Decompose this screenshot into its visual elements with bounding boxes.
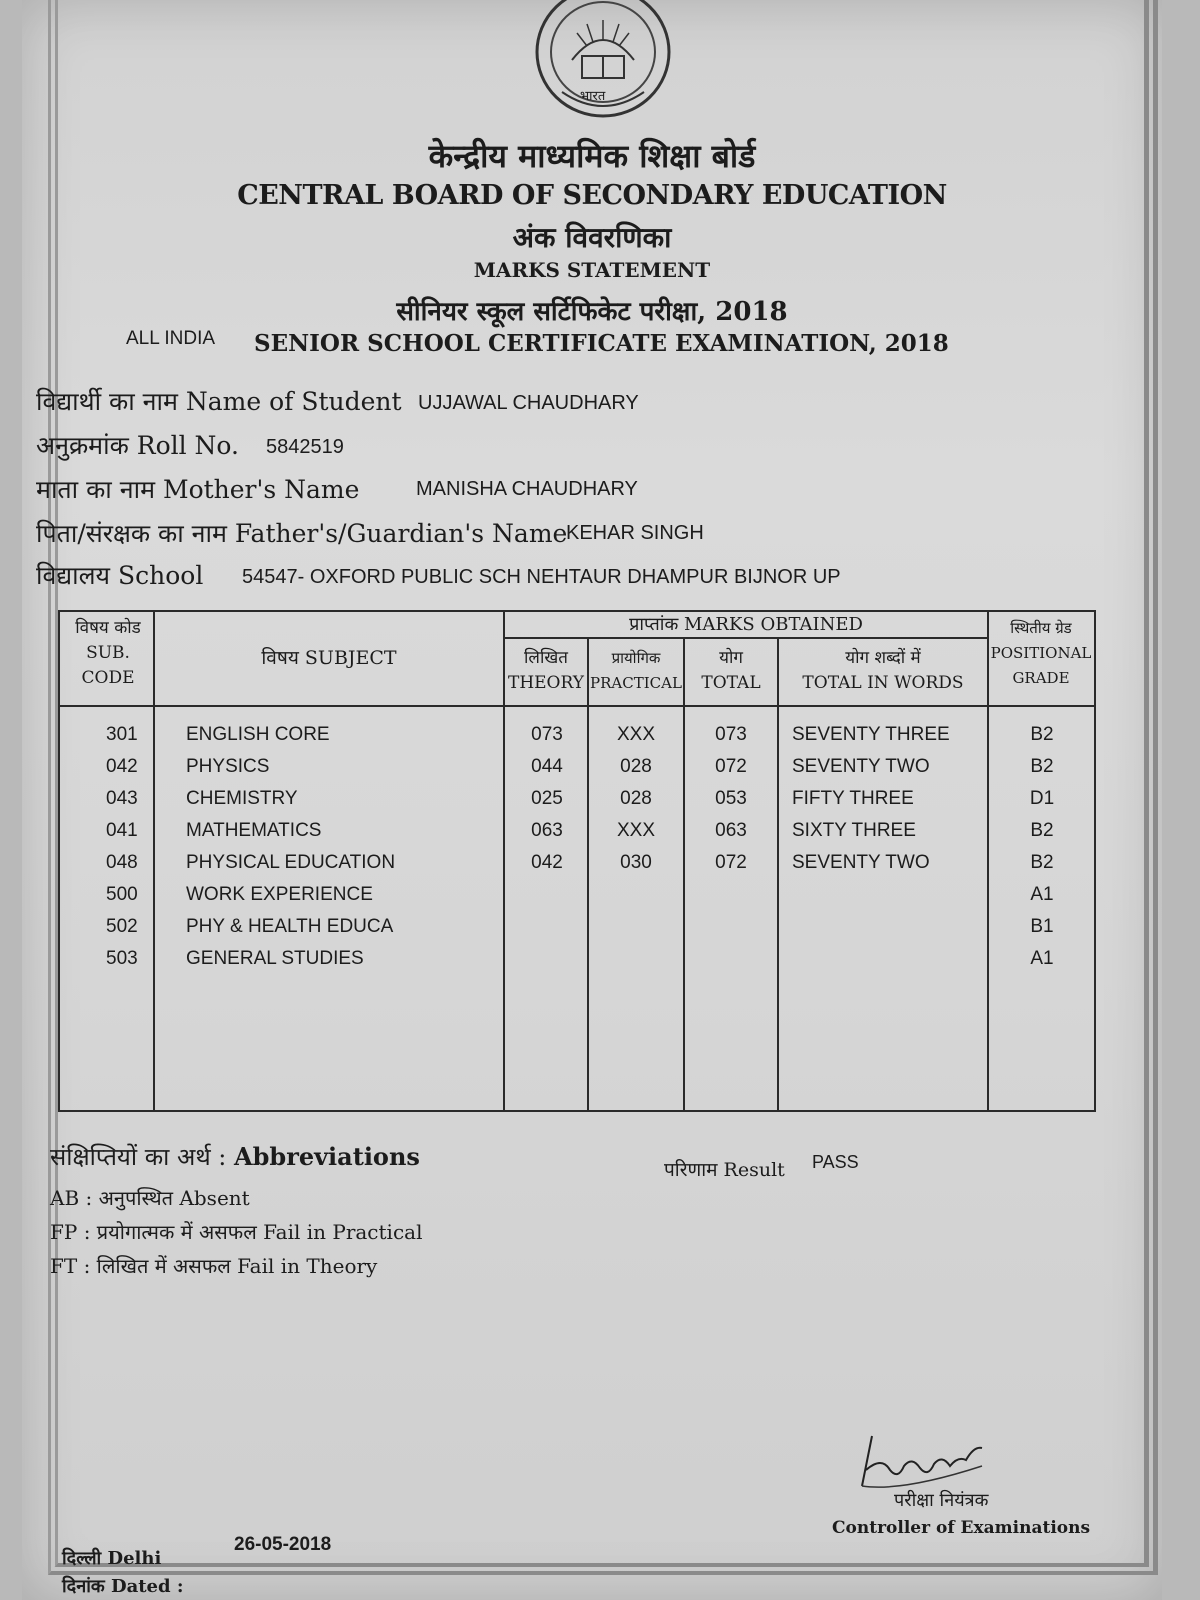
marksheet-page [22, 0, 1162, 1600]
mother-name-label: माता का नाम Mother's Name [36, 475, 360, 504]
cell-grade: D1 [1029, 788, 1055, 809]
place-label: दिल्ली Delhi [62, 1548, 162, 1569]
header-words-hindi: योग शब्दों में [845, 648, 921, 668]
cell-subject: WORK EXPERIENCE [186, 884, 373, 905]
cell-grade: B1 [1030, 916, 1054, 937]
cell-subject: PHYSICAL EDUCATION [186, 852, 396, 873]
school-label: विद्यालय School [36, 561, 204, 590]
cell-grade: B2 [1030, 724, 1054, 745]
cell-theory: 073 [531, 724, 563, 745]
mother-name-value: MANISHA CHAUDHARY [416, 478, 638, 500]
cell-theory: 063 [531, 820, 563, 841]
result-value: PASS [812, 1152, 859, 1172]
cell-practical: XXX [616, 820, 656, 841]
cell-subject: PHYSICS [186, 756, 270, 777]
header-total-en: TOTAL [701, 673, 761, 693]
roll-no-value: 5842519 [266, 436, 344, 458]
header-grade-en2: GRADE [1012, 669, 1070, 687]
statement-title-english: MARKS STATEMENT [473, 258, 711, 282]
cell-code: 041 [106, 820, 138, 841]
board-title-english: CENTRAL BOARD OF SECONDARY EDUCATION [237, 180, 947, 211]
cell-code: 502 [106, 916, 138, 937]
abbr-fail-practical: FP : प्रयोगात्मक में असफल Fail in Practical [50, 1220, 423, 1244]
controller-label-hindi: परीक्षा नियंत्रक [894, 1490, 989, 1511]
cell-theory: 025 [531, 788, 563, 809]
header-theory-en: THEORY [507, 673, 584, 693]
cell-code: 043 [106, 788, 138, 809]
cell-theory: 042 [531, 852, 563, 873]
roll-no-label: अनुक्रमांक Roll No. [36, 431, 239, 460]
cell-total: 073 [715, 724, 747, 745]
cell-practical: 030 [620, 852, 652, 873]
cell-subject: CHEMISTRY [186, 788, 298, 809]
school-value: 54547- OXFORD PUBLIC SCH NEHTAUR DHAMPUR BIJNOR UP [242, 566, 841, 588]
abbr-fail-theory: FT : लिखित में असफल Fail in Theory [50, 1254, 378, 1278]
dated-label: दिनांक Dated : [62, 1576, 184, 1597]
header-subject: विषय SUBJECT [261, 647, 397, 669]
cell-total: 053 [715, 788, 747, 809]
cell-code: 500 [106, 884, 138, 905]
cell-grade: B2 [1030, 820, 1054, 841]
exam-title-english: SENIOR SCHOOL CERTIFICATE EXAMINATION, 2018 [254, 330, 949, 357]
header-grade-hindi: स्थितीय ग्रेड [1010, 619, 1072, 637]
abbr-absent: AB : अनुपस्थित Absent [50, 1186, 250, 1210]
marks-table [58, 610, 1126, 1130]
controller-label-english: Controller of Examinations [832, 1518, 1091, 1538]
cell-subject: PHY & HEALTH EDUCA [186, 916, 394, 937]
cell-grade: B2 [1030, 756, 1054, 777]
cell-subject: ENGLISH CORE [186, 724, 330, 745]
header-total-in-words [778, 646, 988, 696]
cell-words: FIFTY THREE [792, 788, 914, 809]
father-name-label: पिता/संरक्षक का नाम Father's/Guardian's Name [36, 519, 568, 548]
cell-subject: GENERAL STUDIES [186, 948, 364, 969]
cell-practical: 028 [620, 756, 652, 777]
cell-code: 048 [106, 852, 138, 873]
cell-total: 063 [715, 820, 747, 841]
cell-total: 072 [715, 756, 747, 777]
cell-subject: MATHEMATICS [186, 820, 322, 841]
cell-code: 301 [106, 724, 138, 745]
header-positional-grade [988, 616, 1094, 691]
abbr-title-en: Abbreviations [234, 1142, 420, 1171]
header-words-en: TOTAL IN WORDS [802, 673, 964, 693]
header-total [684, 646, 778, 696]
cell-grade: A1 [1030, 884, 1054, 905]
header-practical-hindi: प्रायोगिक [611, 649, 661, 667]
board-title-hindi: केन्द्रीय माध्यमिक शिक्षा बोर्ड [428, 137, 756, 175]
cell-grade: A1 [1030, 948, 1054, 969]
cell-practical: 028 [620, 788, 652, 809]
abbr-title-hindi: संक्षिप्तियों का अर्थ : [50, 1143, 227, 1171]
cell-words: SEVENTY TWO [792, 756, 930, 777]
cell-words: SEVENTY TWO [792, 852, 930, 873]
student-name-label: विद्यार्थी का नाम Name of Student [36, 387, 402, 416]
cell-words: SIXTY THREE [792, 820, 916, 841]
cell-code: 503 [106, 948, 138, 969]
cell-practical: XXX [616, 724, 656, 745]
header-total-hindi: योग [719, 648, 743, 668]
cell-grade: B2 [1030, 852, 1054, 873]
header-theory-hindi: लिखित [524, 648, 568, 668]
cell-words: SEVENTY THREE [792, 724, 950, 745]
issue-date: 26-05-2018 [234, 1534, 332, 1555]
cell-total: 072 [715, 852, 747, 873]
header-code-hindi: विषय कोड [75, 618, 141, 638]
header-code-en2: CODE [81, 668, 135, 688]
exam-title-hindi: सीनियर स्कूल सर्टिफिकेट परीक्षा, 2018 [396, 297, 788, 327]
seal-caption: भारत [580, 89, 606, 104]
header-practical [588, 646, 684, 696]
result-label: परिणाम Result [664, 1159, 785, 1181]
header-sub-code [62, 616, 154, 691]
header-theory [504, 646, 588, 696]
father-name-value: KEHAR SINGH [566, 522, 704, 544]
controller-signature-icon [842, 1426, 992, 1496]
header-code-en1: SUB. [86, 643, 130, 663]
all-india-label: ALL INDIA [126, 328, 216, 349]
cell-theory: 044 [531, 756, 563, 777]
header-marks-obtained: प्राप्तांक MARKS OBTAINED [629, 614, 863, 635]
statement-title-hindi: अंक विवरणिका [512, 221, 672, 254]
header-practical-en: PRACTICAL [590, 674, 682, 692]
student-name-value: UJJAWAL CHAUDHARY [418, 392, 639, 414]
header-grade-en1: POSITIONAL [990, 644, 1092, 662]
abbreviations-title [50, 1140, 420, 1173]
cell-code: 042 [106, 756, 138, 777]
